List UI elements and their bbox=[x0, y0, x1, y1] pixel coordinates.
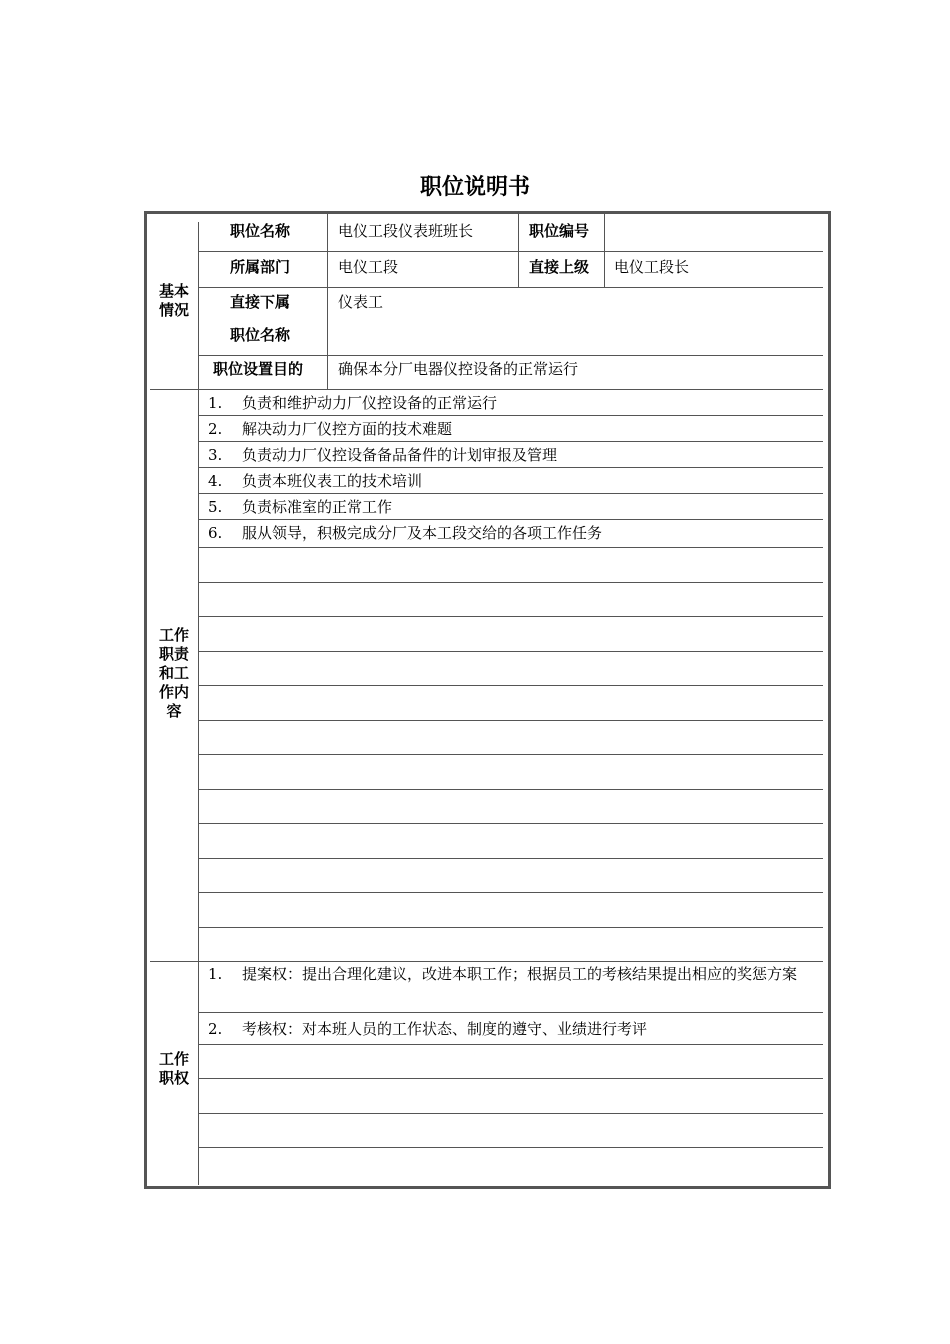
duty-row-divider bbox=[199, 547, 823, 548]
authority-number: 2. bbox=[208, 1020, 223, 1038]
authority-row-divider bbox=[199, 1012, 823, 1013]
position-name-value: 电仪工段仪表班班长 bbox=[338, 222, 474, 240]
basic-row-divider bbox=[199, 355, 823, 356]
basic-row-divider bbox=[199, 287, 823, 288]
duty-row-divider bbox=[199, 685, 823, 686]
section-label-duties: 工作 职责 和工 作内 容 bbox=[158, 626, 189, 720]
department-label: 所属部门 bbox=[230, 258, 291, 276]
duty-text: 负责标准室的正常工作 bbox=[242, 498, 393, 516]
duty-text: 负责本班仪表工的技术培训 bbox=[242, 472, 423, 490]
subordinate-value: 仪表工 bbox=[338, 293, 384, 311]
duty-number: 5. bbox=[208, 498, 223, 516]
duty-row-divider bbox=[199, 858, 823, 859]
duty-row-divider bbox=[199, 754, 823, 755]
duty-number: 2. bbox=[208, 420, 223, 438]
authority-row-divider bbox=[199, 1078, 823, 1079]
duty-row-divider bbox=[199, 927, 823, 928]
authority-item bbox=[208, 1016, 818, 1042]
duty-item bbox=[208, 442, 818, 468]
duty-row-divider bbox=[199, 823, 823, 824]
supervisor-value: 电仪工段长 bbox=[614, 258, 690, 276]
authority-row-divider bbox=[199, 1147, 823, 1148]
duty-item bbox=[208, 416, 818, 442]
duty-text: 服从领导，积极完成分厂及本工段交给的各项工作任务 bbox=[242, 524, 603, 542]
duty-item bbox=[208, 468, 818, 494]
duty-row-divider bbox=[199, 720, 823, 721]
duty-row-divider bbox=[199, 616, 823, 617]
document-title: 职位说明书 bbox=[419, 175, 530, 200]
authority-number: 1. bbox=[208, 965, 223, 983]
position-code-label: 职位编号 bbox=[529, 222, 590, 240]
duty-row-divider bbox=[199, 789, 823, 790]
authority-text: 考核权：对本班人员的工作状态、制度的遵守、业绩进行考评 bbox=[242, 1020, 648, 1038]
position-name-label: 职位名称 bbox=[230, 222, 291, 240]
duty-number: 4. bbox=[208, 472, 223, 490]
authority-item bbox=[208, 961, 818, 987]
basic-row-divider bbox=[199, 251, 823, 252]
duty-row-divider bbox=[199, 582, 823, 583]
duty-number: 1. bbox=[208, 394, 223, 412]
section-label-basic: 基本 情况 bbox=[158, 282, 189, 319]
duty-item bbox=[208, 390, 818, 416]
authority-text: 提案权：提出合理化建议，改进本职工作；根据员工的考核结果提出相应的奖惩方案 bbox=[242, 965, 798, 983]
duty-text: 负责动力厂仪控设备备品备件的计划审报及管理 bbox=[242, 446, 558, 464]
duty-item bbox=[208, 494, 818, 520]
duty-number: 3. bbox=[208, 446, 223, 464]
duty-text: 负责和维护动力厂仪控设备的正常运行 bbox=[242, 394, 498, 412]
duty-row-divider bbox=[199, 651, 823, 652]
supervisor-label: 直接上级 bbox=[529, 258, 590, 276]
subordinate-label-line2: 职位名称 bbox=[230, 326, 291, 344]
duty-item bbox=[208, 520, 818, 546]
subordinate-label-line1: 直接下属 bbox=[230, 293, 291, 311]
authority-row-divider bbox=[199, 1113, 823, 1114]
purpose-value: 确保本分厂电器仪控设备的正常运行 bbox=[338, 360, 579, 378]
basic-label-divider bbox=[327, 214, 328, 389]
purpose-label: 职位设置目的 bbox=[213, 360, 304, 378]
duty-text: 解决动力厂仪控方面的技术难题 bbox=[242, 420, 453, 438]
section-column-divider bbox=[198, 222, 199, 1185]
authority-row-divider bbox=[199, 1044, 823, 1045]
duty-row-divider bbox=[199, 892, 823, 893]
section-label-authority: 工作 职权 bbox=[158, 1050, 189, 1087]
department-value: 电仪工段 bbox=[338, 258, 399, 276]
duty-number: 6. bbox=[208, 524, 223, 542]
